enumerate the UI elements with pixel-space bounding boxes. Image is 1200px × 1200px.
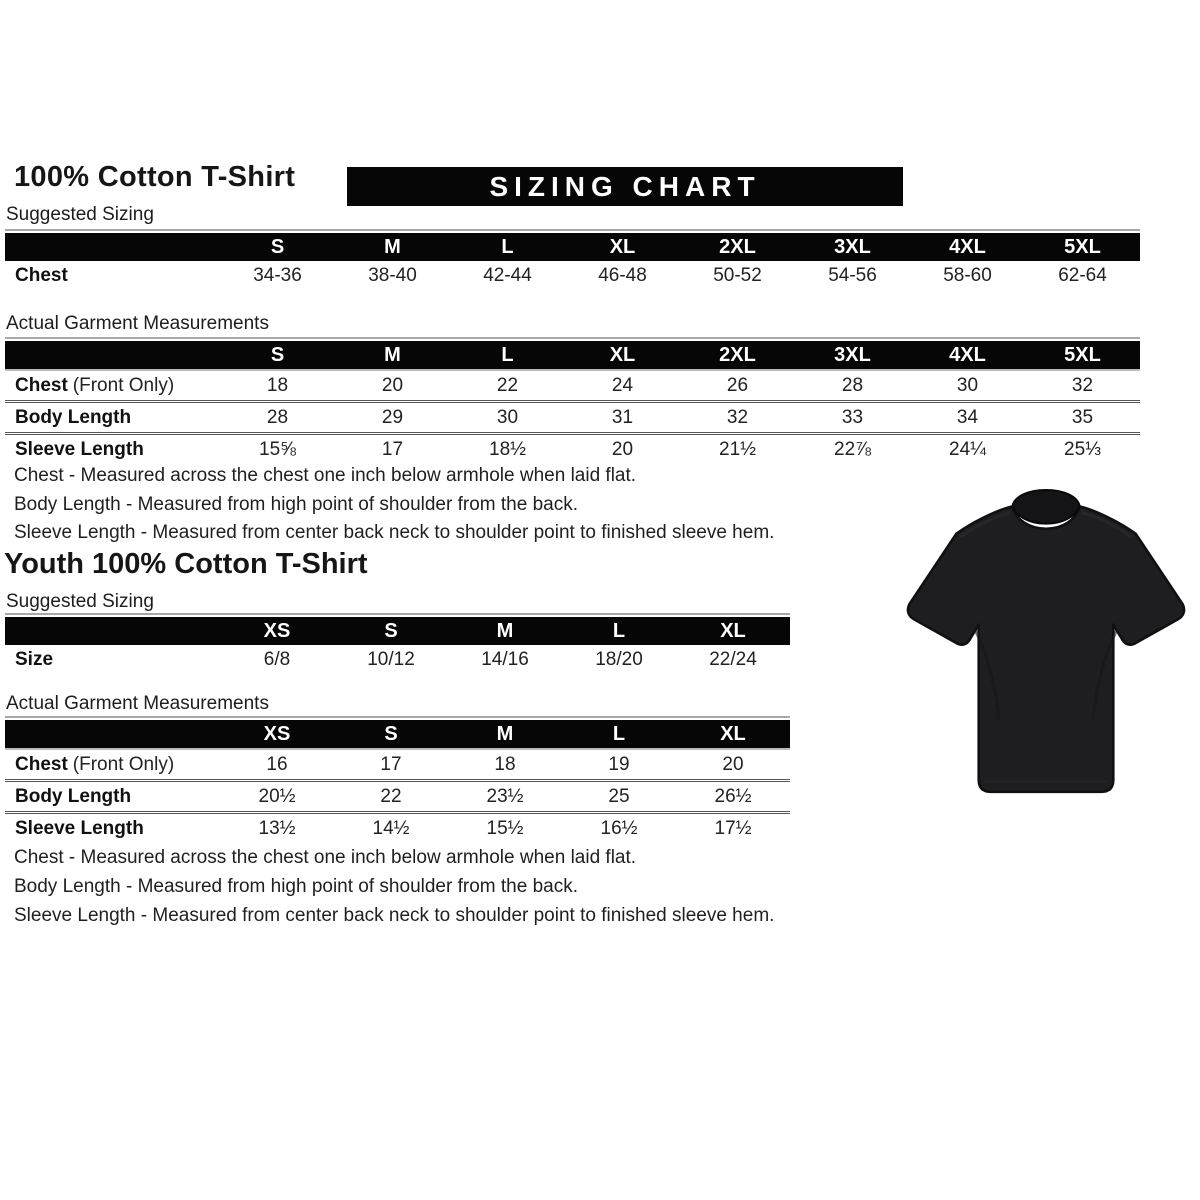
table-row (5, 370, 1140, 402)
column-header: XS (220, 720, 334, 749)
note-line: Sleeve Length - Measured from center back neck to shoulder point to finished sleeve hem. (14, 905, 775, 926)
cell: 22⅞ (795, 434, 910, 465)
cell: 42-44 (483, 264, 532, 286)
page-title: 100% Cotton T-Shirt (14, 161, 296, 193)
column-header: L (450, 341, 565, 370)
cell: 30 (956, 374, 979, 396)
column-header: 4XL (910, 341, 1025, 370)
table-header-row (5, 720, 790, 749)
cell: 32 (680, 402, 795, 434)
cell: 50-52 (713, 264, 762, 286)
column-header: L (562, 720, 676, 749)
cell: 34-36 (253, 264, 302, 286)
column-header: 2XL (680, 233, 795, 261)
column-header: XL (565, 341, 680, 370)
youth-actual-measurements-table (5, 716, 790, 843)
column-header: M (335, 341, 450, 370)
cell: 10/12 (367, 648, 415, 670)
cell: 19 (608, 753, 630, 775)
column-header: 5XL (1025, 233, 1140, 261)
cell: 18 (266, 374, 289, 396)
column-header: L (450, 233, 565, 261)
cell: 24¼ (910, 434, 1025, 465)
cell: 22 (496, 374, 519, 396)
cell: 22 (334, 781, 448, 813)
youth-actual-measurements-label: Actual Garment Measurements (6, 693, 269, 714)
column-header: 3XL (795, 233, 910, 261)
cell: 32 (1071, 374, 1094, 396)
row-label (5, 749, 220, 781)
table-header-row (5, 617, 790, 645)
adult-actual-measurements-label: Actual Garment Measurements (6, 313, 269, 334)
row-label (5, 370, 220, 402)
table-row (5, 813, 790, 844)
cell: 14/16 (481, 648, 529, 670)
cell: 17 (335, 434, 450, 465)
row-label (5, 434, 220, 465)
cell: 62-64 (1058, 264, 1107, 286)
note-line: Chest - Measured across the chest one inch below armhole when laid flat. (14, 465, 637, 486)
cell: 15⅝ (220, 434, 335, 465)
note-line: Body Length - Measured from high point of shoulder from the back. (14, 876, 578, 897)
row-label-text: Chest (15, 753, 68, 775)
corner-cell (5, 233, 220, 261)
row-label (5, 813, 220, 844)
cell: 26 (726, 374, 749, 396)
cell: 22/24 (709, 648, 757, 670)
table-header-row (5, 341, 1140, 370)
table-header-row (5, 233, 1140, 261)
table-row (5, 781, 790, 813)
cell: 24 (611, 374, 634, 396)
row-label-text: Body Length (15, 406, 132, 428)
sizing-chart-banner: SIZING CHART (347, 167, 903, 206)
corner-cell (5, 617, 220, 645)
cell: 30 (450, 402, 565, 434)
cell: 25⅓ (1025, 434, 1140, 465)
cell: 13½ (220, 813, 334, 844)
column-header: XS (220, 617, 334, 645)
cell: 16½ (562, 813, 676, 844)
column-header: S (334, 720, 448, 749)
column-header: S (220, 341, 335, 370)
row-label (5, 781, 220, 813)
cell: 33 (795, 402, 910, 434)
row-label-note: (Front Only) (72, 374, 175, 396)
cell: 46-48 (598, 264, 647, 286)
cell: 34 (910, 402, 1025, 434)
row-label: Size (15, 648, 54, 670)
column-header: 2XL (680, 341, 795, 370)
table-row (5, 749, 790, 781)
note-line: Sleeve Length - Measured from center back neck to shoulder point to finished sleeve hem. (14, 522, 775, 543)
column-header: S (220, 233, 335, 261)
cell: 28 (841, 374, 864, 396)
cell: 54-56 (828, 264, 877, 286)
column-header: S (334, 617, 448, 645)
row-label-text: Sleeve Length (15, 438, 144, 460)
adult-actual-measurements-table (5, 337, 1140, 464)
cell: 18 (494, 753, 516, 775)
cell: 20 (381, 374, 404, 396)
cell: 28 (220, 402, 335, 434)
cell: 17½ (676, 813, 790, 844)
table-row (5, 261, 1140, 290)
adult-suggested-sizing-label: Suggested Sizing (6, 204, 154, 225)
cell: 31 (565, 402, 680, 434)
cell: 14½ (334, 813, 448, 844)
cell: 17 (380, 753, 402, 775)
youth-suggested-sizing-table (5, 613, 790, 674)
column-header: 4XL (910, 233, 1025, 261)
column-header: M (448, 617, 562, 645)
cell: 20 (565, 434, 680, 465)
adult-suggested-sizing-table (5, 229, 1140, 290)
cell: 23½ (448, 781, 562, 813)
cell: 6/8 (263, 648, 291, 670)
adult-measurement-notes (14, 462, 774, 548)
row-label: Chest (15, 264, 68, 286)
row-label-note: (Front Only) (72, 753, 175, 775)
cell: 15½ (448, 813, 562, 844)
youth-measurement-notes (14, 843, 774, 930)
cell: 21½ (680, 434, 795, 465)
cell: 16 (266, 753, 288, 775)
tshirt-collar (1012, 490, 1079, 524)
column-header: M (335, 233, 450, 261)
corner-cell (5, 720, 220, 749)
column-header: XL (676, 617, 790, 645)
cell: 29 (335, 402, 450, 434)
tshirt-body (908, 506, 1184, 792)
table-row (5, 645, 790, 674)
row-label-text: Sleeve Length (15, 817, 144, 839)
column-header: XL (676, 720, 790, 749)
cell: 26½ (676, 781, 790, 813)
row-label-text: Body Length (15, 785, 132, 807)
youth-suggested-sizing-label: Suggested Sizing (6, 591, 154, 612)
column-header: XL (565, 233, 680, 261)
cell: 25 (562, 781, 676, 813)
note-line: Body Length - Measured from high point of shoulder from the back. (14, 493, 578, 515)
table-row (5, 434, 1140, 465)
corner-cell (5, 341, 220, 370)
cell: 18½ (450, 434, 565, 465)
table-row (5, 402, 1140, 434)
cell: 20 (722, 753, 744, 775)
cell: 38-40 (368, 264, 417, 286)
cell: 20½ (220, 781, 334, 813)
column-header: 5XL (1025, 341, 1140, 370)
cell: 18/20 (595, 648, 643, 670)
column-header: M (448, 720, 562, 749)
note-line: Chest - Measured across the chest one inch below armhole when laid flat. (14, 847, 637, 868)
column-header: 3XL (795, 341, 910, 370)
cell: 58-60 (943, 264, 992, 286)
black-tshirt-image (893, 470, 1199, 818)
row-label (5, 402, 220, 434)
row-label-text: Chest (15, 374, 68, 396)
youth-section-title: Youth 100% Cotton T-Shirt (4, 548, 368, 580)
cell: 35 (1025, 402, 1140, 434)
column-header: L (562, 617, 676, 645)
